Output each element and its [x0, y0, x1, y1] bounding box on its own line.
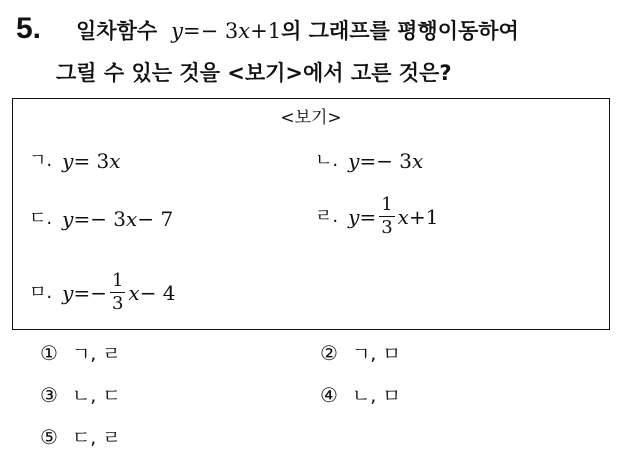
choice-number: ① — [40, 341, 58, 365]
question-text-line2: 그릴 수 있는 것을 <보기>에서 고른 것은? — [56, 61, 452, 85]
eq-tail: − 4 — [139, 280, 176, 305]
eq-y: y — [62, 280, 74, 305]
question-suffix: 의 그래프를 평행이동하여 — [281, 19, 519, 43]
bogi-item-mieum — [29, 271, 176, 314]
choice-number: ⑤ — [40, 425, 58, 449]
eq-x: x — [412, 149, 424, 173]
bogi-item-label: ㄱ. — [29, 150, 53, 171]
fraction-denominator: 3 — [381, 217, 393, 238]
question-equation — [164, 19, 281, 43]
fraction-numerator: 1 — [381, 194, 393, 215]
choice-text: ㄴ, ㄷ — [71, 385, 121, 407]
choice-text: ㄱ, ㄹ — [71, 343, 121, 365]
question-number: 5. — [16, 12, 42, 45]
eq-equals: = — [359, 204, 377, 229]
eq-tail: +1 — [250, 19, 282, 43]
fraction-denominator: 3 — [111, 293, 124, 314]
eq-x: x — [238, 19, 251, 43]
answer-choice-2[interactable] — [320, 340, 401, 367]
fraction — [110, 271, 125, 314]
eq-x: x — [109, 149, 121, 173]
bogi-item-equation — [62, 205, 173, 233]
eq-y: y — [62, 207, 74, 231]
eq-y: y — [171, 19, 184, 43]
bogi-item-equation — [62, 147, 120, 175]
bogi-item-equation — [62, 271, 175, 314]
eq-y: y — [348, 149, 360, 173]
bogi-item-label: ㄹ. — [315, 205, 339, 227]
answer-choice-5[interactable] — [40, 424, 121, 451]
bogi-item-digeut — [29, 205, 173, 233]
eq-x: x — [126, 207, 138, 231]
answer-choice-3[interactable] — [40, 382, 121, 409]
bogi-item-rieul — [315, 195, 438, 238]
question-prefix: 일차함수 — [76, 19, 158, 43]
choice-text: ㄱ, ㅁ — [351, 343, 401, 365]
bogi-item-label: ㅁ. — [29, 281, 53, 303]
eq-x: x — [128, 280, 140, 305]
bogi-item-label: ㄷ. — [29, 208, 53, 229]
eq-x: x — [397, 204, 409, 229]
choice-text: ㄴ, ㅁ — [351, 385, 401, 407]
eq-equals: = 3 — [73, 149, 110, 173]
fraction-numerator: 1 — [111, 270, 124, 291]
bogi-item-label: ㄴ. — [315, 150, 339, 171]
eq-y: y — [348, 204, 360, 229]
eq-equals: =− 3 — [73, 207, 127, 231]
bogi-item-giyeok — [29, 147, 121, 175]
question-text-line1 — [76, 16, 519, 46]
choice-number: ④ — [320, 383, 338, 407]
eq-equals: =− 3 — [359, 149, 413, 173]
answer-choice-1[interactable] — [40, 340, 121, 367]
eq-y: y — [62, 149, 74, 173]
choice-text: ㄷ, ㄹ — [71, 427, 121, 449]
eq-rest: =− 3 — [183, 19, 239, 43]
choice-number: ② — [320, 341, 338, 365]
eq-equals: =− — [73, 280, 107, 305]
bogi-item-nieun — [315, 147, 423, 175]
eq-tail: − 7 — [137, 207, 174, 231]
bogi-item-equation — [348, 147, 423, 175]
choice-number: ③ — [40, 383, 58, 407]
answer-choice-4[interactable] — [320, 382, 401, 409]
bogi-box — [12, 98, 610, 330]
bogi-item-equation — [348, 195, 438, 238]
eq-tail: +1 — [408, 204, 439, 229]
bogi-title: <보기> — [280, 108, 342, 128]
fraction — [379, 195, 394, 238]
